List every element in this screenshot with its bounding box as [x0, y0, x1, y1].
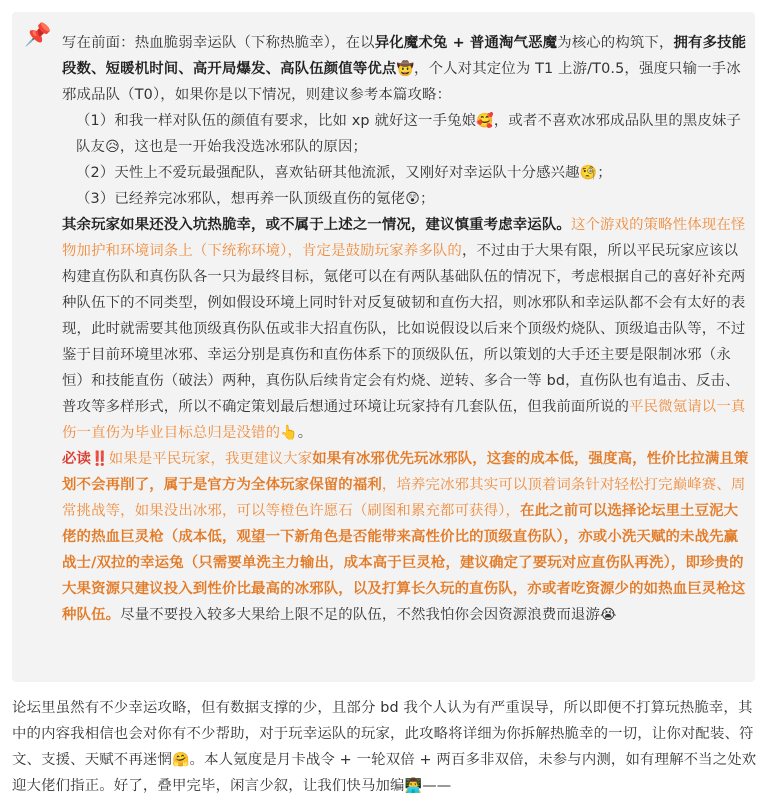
body-text-2: 。本人氪度是月卡战令 + 一轮双倍 + 两百多非双倍，未参与内测，如有理解不当之处欢迎大佬们指正。好了，叠甲完毕，闲言少叙，让我们快马加编: [12, 752, 757, 794]
hugging-emoji-icon: 🤗: [171, 752, 190, 768]
intro-text-3: ，个人对其定位为 T1 上游/T0.5，强度只输一手冰邪成品队（T0），如果你是以下情况，则建议参考本篇攻略：: [62, 61, 741, 103]
strategy-orange-text: 这个游戏的策略性体现在怪物加护和环境词条上（下统称环境），肯定是鼓励玩家养多队的: [62, 217, 746, 259]
sad-sweat-emoji-icon: 😥: [105, 139, 120, 155]
technologist-emoji-icon: 👨‍💻: [404, 778, 423, 794]
case-1-text: （1）和我一样对队伍的颜值有要求，比如 xp 就好这一手兔娘: [76, 113, 477, 129]
case-2-text: （2）天性上不爱玩最强配队，喜欢钻研其他流派，又刚好对幸运队十分感兴趣: [76, 165, 580, 181]
case-item-1: [62, 108, 752, 160]
must-read-bold-1: 如果有冰邪优先玩冰邪队，这套的成本低，强度高，性价比拉满且策划不会再削了，属于是官方为全体玩家保留的福利: [62, 451, 749, 493]
case-3-text: （3）已经养完冰邪队，想再养一队顶级直伤的氪佬: [76, 191, 406, 207]
case-item-3: [62, 186, 752, 212]
goal-orange-text: 平民微氪请以一真伤一直伤为毕业目标总归是没错的: [62, 399, 746, 441]
strategy-plain-text: ，不过由于大果有限，所以平民玩家应该以构建直伤队和真伤队各一只为最终目标，氪佬可以在有两队基础队伍的情况下，考虑根据自己的喜好补充两种队伍下的不同类型，例如假设环境上同时针对反复破韧和直伤大招，则冰邪队和幸运队都不会有太好的表现，此时就需要其他顶级真伤队伍或非大招直伤队，比如说假设以后来个顶级灼烧队、顶级追击队等，不过鉴于目前环境里冰邪、幸运分别是真伤和直伤体系下的顶级队伍，所以策划的大手还主要是限制冰邪（永恒）和技能直伤（破法）两种，真伤队后续肯定会有灼烧、逆转、多合一等 bd，直伤队也有追击、反击、普攻等多样形式，所以不确定策划最后想通过环境让玩家持有几套队伍，但我前面所说的: [62, 243, 746, 415]
monocle-emoji-icon: 🧐: [579, 165, 598, 181]
strategy-paragraph: [62, 212, 752, 446]
advantages-bold: 拥有多技能段数、短暖机时间、高开局爆发、高队伍颜值等优点: [62, 35, 747, 77]
crying-emoji-icon: 😭: [600, 607, 617, 623]
smiling-hearts-emoji-icon: 🥰: [476, 113, 494, 129]
intro-text: 写在前面：热血脆弱幸运队（下称热脆幸），在以: [62, 35, 375, 51]
body-text-1: 论坛里虽然有不少幸运攻略，但有数据支撑的少，且部分 bd 我个人认为有严重误导，所以即便不打算玩热脆幸，其中的内容我相信也会对你有不少帮助，对于玩幸运队的玩家，此攻略将详细为你拆解热脆幸的一切，让你对配装、符文、支援、天赋不再迷惘: [12, 700, 754, 768]
case-1-text-3: ，这也是一开始我没选冰邪队的原因；: [119, 139, 368, 155]
body-paragraph: [12, 695, 760, 799]
must-read-plain: 尽量不要投入较多大果给上限不足的队伍，不然我怕你会因资源浪费而退游: [120, 607, 601, 623]
cowboy-emoji-icon: 🤠: [396, 61, 415, 77]
case-item-2: [62, 160, 752, 186]
case-3-text-2: ；: [419, 191, 435, 207]
intro-text-2: 为核心的构筑下，: [557, 35, 674, 51]
must-read-orange-2: ，培养完冰邪其实可以顶着词条针对轻松打完巅峰赛、周常挑战等，如果没出冰邪，可以等橙色许愿石（刷图和累充都可获得），: [62, 477, 746, 519]
double-exclamation-icon: ‼️: [91, 451, 109, 467]
case-2-text-2: ；: [597, 165, 612, 181]
must-read-paragraph: [62, 446, 752, 628]
body-text-3: ——: [422, 778, 452, 794]
pushpin-icon: 📌: [24, 23, 52, 48]
body-text: [12, 695, 760, 799]
must-read-orange-1: 如果是平民玩家，我更建议大家: [108, 451, 313, 467]
case-1-text-2: ，或者不喜欢冰邪成品队里的黑皮妹子队友: [76, 113, 742, 155]
astonished-emoji-icon: 😲: [405, 191, 420, 207]
must-read-label: 必读: [62, 451, 92, 467]
preface-intro: [62, 30, 752, 108]
core-combo-bold: 异化魔术兔 + 普通淘气恶魔: [374, 35, 558, 51]
preface-text: [62, 30, 752, 628]
must-read-bold-2: 在此之前可以选择论坛里土豆泥大佬的热血巨灵枪（成本低，观望一下新角色是否能带来高性价比的顶级直伤队），亦或小洗天赋的未战先赢战士/双拉的幸运兔（只需要单洗主力输出，成本高于巨灵枪，建议确定了要玩对应直伤队再洗），即珍贵的大果资源只建议投入到性价比最高的冰邪队，以及打算长久玩的直伤队，亦或者吃资源少的如热血巨灵枪这种队伍。: [62, 503, 746, 623]
caution-bold: 其余玩家如果还没入坑热脆幸，或不属于上述之一情况，建议慎重考虑幸运队。: [62, 217, 571, 233]
strategy-end-text: 。: [297, 425, 313, 441]
preface-quote-block: [12, 12, 755, 682]
pointing-up-emoji-icon: 👆: [280, 425, 298, 441]
